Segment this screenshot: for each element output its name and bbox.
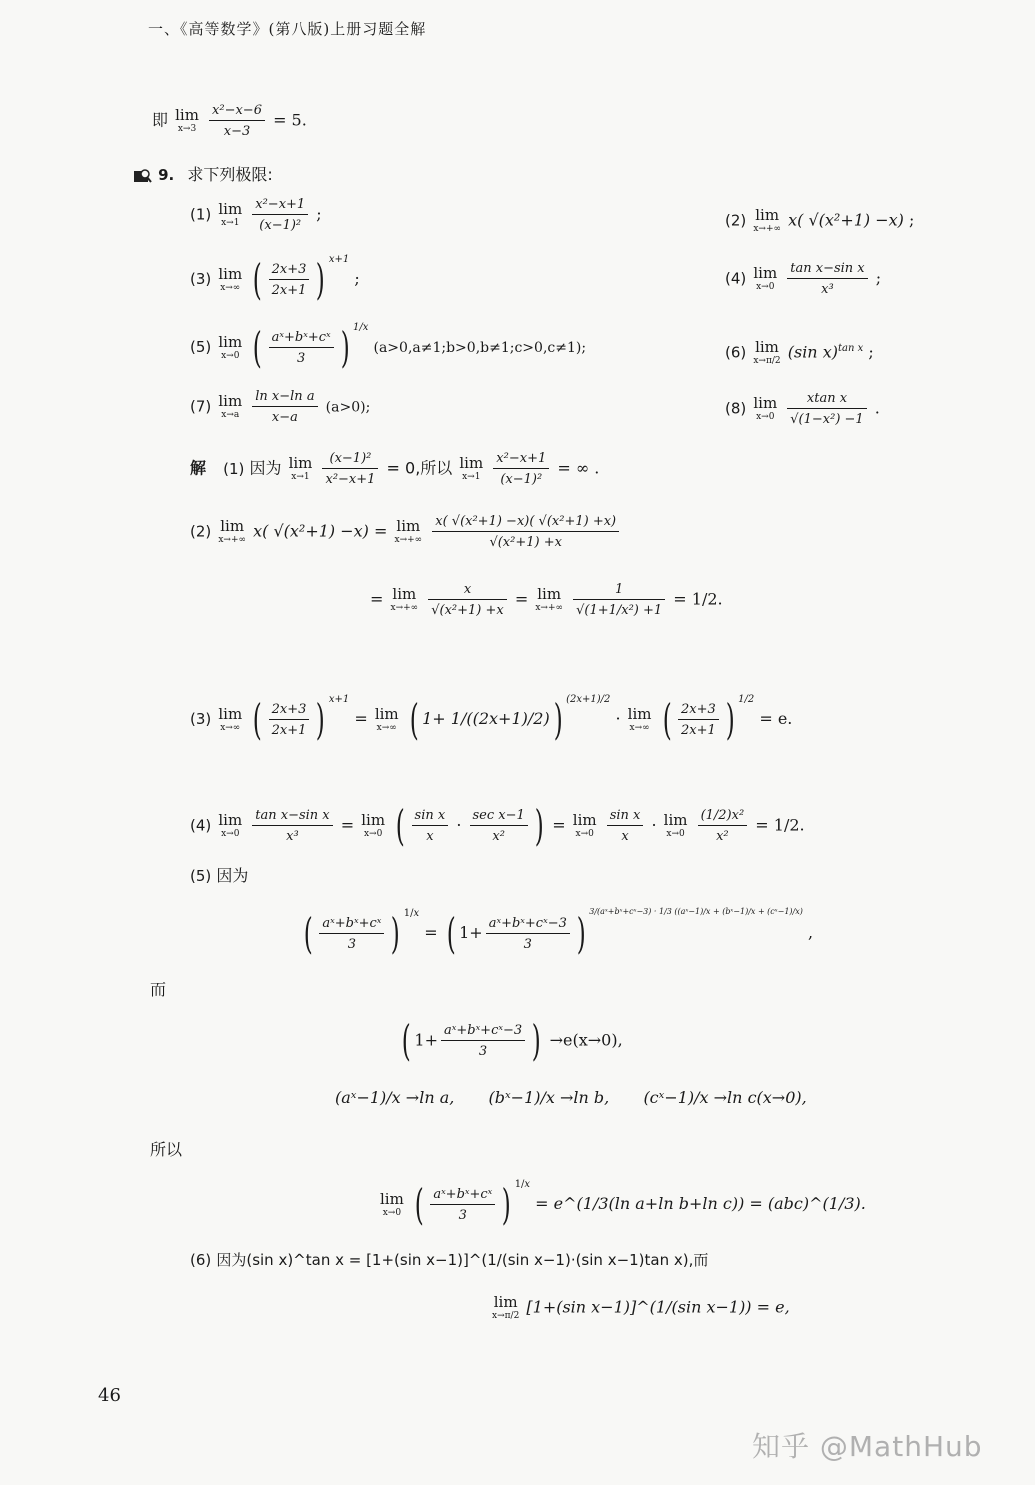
continuation-line: 即 lim x→3 $\frac{\text{x²−x−6}}{x-3}$ = 5. (152, 103, 307, 139)
result: = ∞ . (557, 458, 600, 478)
text: 因为 (249, 458, 282, 478)
eq4: = e^(1/3(ln a+ln b+ln c)) = (abc)^(1/3). (535, 1194, 866, 1213)
den: (x−1)² (259, 218, 302, 233)
problem-marker-icon (133, 168, 153, 184)
running-header: 一、《高等数学》(第八版)上册习题全解 (148, 20, 427, 38)
sol-label: (1) (223, 459, 245, 478)
eq2: →e(x→0), (549, 1030, 623, 1050)
solution-1: 解 (1) 因为 lim x→1 $\frac{\text{(x−1)²}}{\text{x²−x+1}}$ = 0,所以 lim x→1 $\frac{\text{x²−x+1}}{\text{(x−1)²}}$ = ∞ . (190, 451, 600, 487)
item-label: (6) (725, 343, 747, 362)
num: x (463, 582, 472, 597)
item-3: (3) lim x→∞ ( $\frac{2x+3}{2x+1}$ ) $^{x+1}$ ; (190, 254, 360, 304)
den: 2x+1 (271, 722, 307, 738)
den: 2x+1 (271, 282, 307, 298)
solution-6-line1 (190, 1252, 708, 1268)
num: 2x+3 (271, 701, 307, 717)
exp: 1/x (353, 322, 369, 333)
lim-sub: x→a (221, 410, 240, 420)
item-label: (5) (190, 338, 212, 356)
solution-6-line2: lim x→π/2 [1+(sin x−1)]^(1/(sin x−1)) = e, (492, 1293, 790, 1321)
den: 3 (478, 1044, 488, 1059)
sol-label: (6) (190, 1251, 212, 1269)
num: 1 (615, 582, 624, 597)
solution-4: (4) lim x→0 $\frac{\text{tan x−sin x}}{\text{x³}}$ = lim x→0 ( $\frac{\text{sin x}}{x}$ · $\frac{\text{sec x−1}}{\text{x²}}$ ) = lim x→0 $\frac{\text{sin x}}{x}$ · lim x→0 $\frac{\text{(1/2)x²}}{\text{x²}}$ = 1/2. (190, 801, 805, 850)
lim-sub: x→+∞ (753, 224, 781, 234)
item-8: (8) lim x→0 $\frac{\text{xtan x}}{\text{√(1−x²) −1}}$ . (725, 391, 880, 427)
eq3-a: (aˣ−1)/x →ln a, (335, 1088, 455, 1107)
num: ln x−ln a (255, 389, 315, 404)
num: sec x−1 (472, 808, 525, 823)
num: x²−x+1 (255, 197, 306, 212)
exp: x+1 (328, 694, 350, 705)
den: x³ (821, 282, 834, 297)
den: x (426, 829, 434, 844)
den: √(1+1/x²) +1 (576, 603, 663, 618)
den: 3 (458, 1207, 467, 1223)
inner: 1+ 1/((2x+1)/2) (422, 709, 550, 728)
lim-sub: x→0 (756, 412, 775, 422)
watermark: 知乎 @MathHub (752, 1430, 983, 1463)
tail: . (874, 398, 880, 418)
tail: ; (316, 204, 322, 224)
result: = 1/2. (755, 815, 805, 835)
num: aˣ+bˣ+cˣ−3 (443, 1023, 523, 1038)
lim-sub: x→1 (221, 218, 240, 228)
sol-label: (2) (190, 522, 212, 541)
problem-heading (133, 162, 273, 185)
sol-label: (5) (190, 867, 212, 885)
num: 2x+3 (271, 261, 307, 277)
lim-sub: x→π/2 (753, 356, 781, 366)
item-label: (8) (725, 399, 747, 418)
condition: (a>0); (325, 399, 371, 416)
sol-label: (3) (190, 710, 212, 728)
page-number: 46 (98, 1385, 121, 1406)
num: tan x−sin x (255, 808, 330, 823)
den: x−3 (223, 124, 251, 139)
den: √(x²+1) +x (489, 535, 562, 550)
mid-text: = 0,所以 (386, 458, 453, 478)
exp: tan x (837, 343, 864, 355)
item-label: (3) (190, 270, 212, 288)
exp: 3/(aˣ+bˣ+cˣ−3) · 1/3 ((aˣ−1)/x + (bˣ−1)/x + (cˣ−1)/x) (589, 907, 803, 916)
solution-5-intro (190, 868, 248, 884)
num: x( √(x²+1) −x)( √(x²+1) +x) (435, 514, 617, 529)
tail: ; (354, 269, 360, 288)
solution-5-eq3 (335, 1090, 807, 1106)
solution-2-line1: (2) lim x→+∞ x( √(x²+1) −x) = lim x→+∞ $\frac{\text{x( √(x²+1) −x)( √(x²+1) +x)}}{\text{√(x²+1) +x}}$ (190, 515, 622, 549)
num: sin x (609, 808, 641, 823)
solution-2-line2: = lim x→+∞ $\frac{x}{\text{√(x²+1) +x}}$ = lim x→+∞ $\frac{1}{\text{√(1+1/x²) +1}}$ = 1/2. (370, 582, 723, 618)
lim-sub: x→1 (291, 472, 310, 482)
eq3-b: (bˣ−1)/x →ln b, (488, 1088, 610, 1107)
item-6: (6) lim x→π/2 (sin x)$^{tan x}$ ; (725, 338, 874, 366)
num: (x−1)² (329, 451, 372, 466)
result: = 5. (273, 110, 307, 130)
exp3: 1/2 (738, 694, 755, 705)
solution-head: 解 (190, 458, 207, 478)
den: 2x+1 (680, 722, 716, 738)
lim-sub: x→1 (462, 472, 481, 482)
problem-title: 求下列极限: (187, 165, 273, 184)
den: 3 (297, 350, 306, 366)
text: 因为 (216, 866, 249, 885)
den: x²−x+1 (325, 472, 376, 487)
lim-sub: x→0 (221, 350, 240, 361)
item-label: (7) (190, 397, 212, 416)
num: x²−x−6 (212, 103, 262, 118)
solution-3: (3) lim x→∞ ( $\frac{2x+3}{2x+1}$ ) $^{x+1}$ = lim x→∞ ( 1+ 1/((2x+1)/2)) $^{(2x+1)/2}$ · lim x→∞ ( $\frac{2x+3}{2x+1}$ ) $^{1/2}$ = e. (190, 694, 793, 744)
den: x² (716, 829, 729, 844)
problem-number: 9. (158, 166, 175, 184)
item-label: (4) (725, 269, 747, 288)
exp: x+1 (328, 254, 350, 265)
result: = 1/2. (673, 589, 723, 609)
item-1: (1) lim x→1 $\frac{\text{x²−x+1}}{\text{(x−1)²}}$ ; (190, 197, 322, 233)
lhs: x( √(x²+1) −x) = (253, 521, 388, 541)
item-label: (1) (190, 205, 212, 224)
item-5: (5) lim x→0 ( $\frac{\text{aˣ+bˣ+cˣ}}{3}$ ) $^{1/x}$ (a>0,a≠1;b>0,b≠1;c>0,c≠1); (190, 322, 587, 372)
lim-sub: x→∞ (220, 282, 241, 293)
num: aˣ+bˣ+cˣ (433, 1186, 493, 1202)
num: aˣ+bˣ+cˣ (271, 329, 331, 345)
solution-5-eq2: ( 1+ $\frac{\text{aˣ+bˣ+cˣ−3}}{3}$ ) →e(x→0), (401, 1016, 623, 1065)
tail: ; (868, 342, 874, 362)
tail: ; (909, 210, 915, 230)
num: aˣ+bˣ+cˣ−3 (488, 915, 567, 931)
den: √(x²+1) +x (431, 603, 504, 618)
item-label: (2) (725, 211, 747, 230)
sol-label: (4) (190, 816, 212, 835)
num: (1/2)x² (700, 808, 745, 823)
expr: x( √(x²+1) −x) (788, 210, 904, 230)
num: 2x+3 (680, 701, 716, 717)
solution-5-eq1: ( $\frac{\text{aˣ+bˣ+cˣ}}{3}$ ) $^{1/x}$ = ( 1+ $\frac{\text{aˣ+bˣ+cˣ−3}}{3}$ ) $^{3/(aˣ+bˣ+cˣ-3) \cdot 1/3 ((aˣ-1)/x + (bˣ-1)/x + (cˣ-1)/x)}$ , (303, 907, 814, 958)
solution-5-eq4: lim x→0 ( $\frac{\text{aˣ+bˣ+cˣ}}{3}$ ) $^{1/x}$ = e^(1/3(ln a+ln b+ln c)) = (abc)^(1/3). (380, 1179, 866, 1229)
den: x (621, 829, 629, 844)
item-7: (7) lim x→a $\frac{\text{ln x−ln a}}{x-a}$ (a>0); (190, 389, 371, 425)
and-text: 而 (150, 980, 167, 999)
den: 3 (347, 936, 357, 952)
prefix-text: 即 (152, 110, 169, 130)
so-text: 所以 (150, 1140, 183, 1159)
num: tan x−sin x (790, 261, 865, 276)
eq: [1+(sin x−1)]^(1/(sin x−1)) = e, (526, 1297, 790, 1317)
item-2: (2) lim x→+∞ x( √(x²+1) −x) ; (725, 206, 915, 234)
tail: ; (875, 268, 882, 288)
eq3-c: (cˣ−1)/x →ln c(x→0), (643, 1088, 807, 1107)
den: x² (492, 829, 505, 844)
condition: (a>0,a≠1;b>0,b≠1;c>0,c≠1); (373, 340, 587, 356)
lim-sub: x→3 (177, 124, 197, 134)
item-4: (4) lim x→0 $\frac{\text{tan x−sin x}}{\text{x³}}$ ; (725, 261, 882, 297)
num: x²−x+1 (496, 451, 547, 466)
den: x−a (271, 410, 298, 425)
lim-sub: x→0 (756, 282, 775, 292)
exp2: (2x+1)/2 (566, 694, 611, 705)
den: (x−1)² (500, 472, 543, 487)
den: x³ (286, 829, 299, 844)
den: 3 (523, 936, 532, 952)
num: sin x (414, 808, 446, 823)
result: = e. (759, 709, 793, 728)
num: aˣ+bˣ+cˣ (322, 915, 382, 931)
text: 因为(sin x)^tan x = [1+(sin x−1)]^(1/(sin x−1)·(sin x−1)tan x),而 (216, 1251, 709, 1269)
expr: (sin x) (787, 342, 838, 362)
num: xtan x (806, 391, 848, 406)
den: √(1−x²) −1 (790, 412, 864, 427)
